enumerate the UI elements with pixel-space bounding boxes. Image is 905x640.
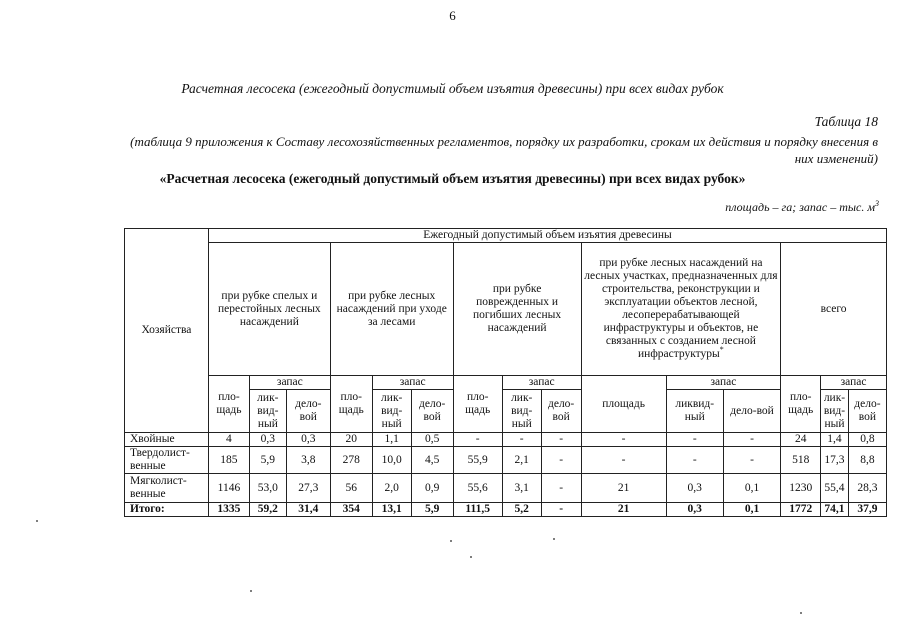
scan-speck [250, 590, 252, 592]
subcolumn-header: ликвид-ный [666, 390, 723, 433]
super-header: Ежегодный допустимый объем изъятия древесины [208, 229, 886, 243]
table-cell: 55,9 [453, 447, 502, 474]
subcolumn-header: пло-щадь [453, 376, 502, 433]
table-cell: - [581, 433, 666, 447]
subcolumn-header: дело-вой [411, 390, 453, 433]
subcolumn-header: дело-вой [541, 390, 581, 433]
scan-speck [36, 520, 38, 522]
table-cell: 17,3 [821, 447, 849, 474]
table-cell: 111,5 [453, 503, 502, 517]
table-cell: 1772 [781, 503, 821, 517]
subcolumn-header: лик-вид-ный [372, 390, 411, 433]
table-cell: 3,1 [502, 474, 541, 503]
scan-speck [553, 538, 555, 540]
table-cell: 20 [330, 433, 372, 447]
table-cell: 37,9 [848, 503, 886, 517]
running-header: Расчетная лесосека (ежегодный допустимый объем изъятия древесины) при всех видах рубок [181, 81, 724, 96]
table-cell: 0,1 [723, 503, 780, 517]
table-cell: 3,8 [286, 447, 330, 474]
table-row [125, 474, 887, 503]
table-cell: 24 [781, 433, 821, 447]
category-header-text: при рубке лесных насаждений на лесных участках, предназначенных для строительства, реконструкции и эксплуатации объектов лесной, лесоперерабатывающей инфраструктуры и объектов, не связанных с созданием лесной инфраструктуры [584, 257, 778, 360]
table-cell: - [502, 433, 541, 447]
table-cell: - [666, 433, 723, 447]
zapas-header: запас [502, 376, 581, 390]
subcolumn-header: пло-щадь [208, 376, 249, 433]
units-note-text: площадь – га; запас – тыс. м [725, 200, 875, 214]
table-cell: 21 [581, 503, 666, 517]
table-cell: 28,3 [848, 474, 886, 503]
zapas-header: запас [821, 376, 887, 390]
table-cell: 5,9 [249, 447, 286, 474]
subcolumn-header: пло-щадь [781, 376, 821, 433]
table-cell: - [453, 433, 502, 447]
table-cell: 1,4 [821, 433, 849, 447]
table-cell: - [541, 447, 581, 474]
table-cell: 1230 [781, 474, 821, 503]
table-row [125, 447, 887, 474]
table-cell: - [666, 447, 723, 474]
table-cell: 0,8 [848, 433, 886, 447]
table-cell: 56 [330, 474, 372, 503]
table-cell: - [723, 433, 780, 447]
table-cell: 185 [208, 447, 249, 474]
table-cell: 13,1 [372, 503, 411, 517]
category-header [581, 243, 781, 376]
table-cell: 0,9 [411, 474, 453, 503]
page-number: 6 [449, 8, 456, 23]
zapas-header: запас [666, 376, 781, 390]
table-cell: 278 [330, 447, 372, 474]
table-cell: 1146 [208, 474, 249, 503]
table-cell: 5,9 [411, 503, 453, 517]
units-note-superscript: 3 [875, 199, 879, 208]
row-label: Мягколист-венные [125, 474, 209, 503]
table-cell: 55,6 [453, 474, 502, 503]
table-cell: 4 [208, 433, 249, 447]
table-cell: 5,2 [502, 503, 541, 517]
table-cell: 27,3 [286, 474, 330, 503]
units-note [725, 199, 879, 215]
table-cell: - [723, 447, 780, 474]
footnote-mark: * [719, 345, 724, 355]
table-cell: 31,4 [286, 503, 330, 517]
table-cell: 1335 [208, 503, 249, 517]
subcolumn-header: дело-вой [848, 390, 886, 433]
table-cell: 0,3 [666, 474, 723, 503]
table-cell: 354 [330, 503, 372, 517]
table-cell: - [541, 433, 581, 447]
row-label: Твердолист-венные [125, 447, 209, 474]
scan-speck [450, 540, 452, 542]
total-row [125, 503, 887, 517]
table-cell: 59,2 [249, 503, 286, 517]
table-cell: 0,3 [286, 433, 330, 447]
allowable-cut-table [124, 228, 887, 517]
category-header: всего [781, 243, 887, 376]
table-row [125, 433, 887, 447]
zapas-header: запас [372, 376, 453, 390]
subcolumn-header: пло-щадь [330, 376, 372, 433]
table-cell: 2,1 [502, 447, 541, 474]
table-cell: 4,5 [411, 447, 453, 474]
table-title: «Расчетная лесосека (ежегодный допустимый объем изъятия древесины) при всех видах рубок» [159, 171, 746, 186]
row-header: Хозяйства [125, 229, 209, 433]
table-cell: 1,1 [372, 433, 411, 447]
table-cell: 10,0 [372, 447, 411, 474]
table-cell: 0,5 [411, 433, 453, 447]
table-cell: - [541, 474, 581, 503]
table-number: Таблица 18 [814, 114, 878, 129]
table-cell: 2,0 [372, 474, 411, 503]
table-cell: 21 [581, 474, 666, 503]
table-cell: 0,3 [666, 503, 723, 517]
subcolumn-header: лик-вид-ный [249, 390, 286, 433]
category-header: при рубке лесных насаждений при уходе за лесами [330, 243, 453, 376]
scan-speck [800, 612, 802, 614]
subcolumn-header: лик-вид-ный [821, 390, 849, 433]
subcolumn-header: дело-вой [723, 390, 780, 433]
zapas-header: запас [249, 376, 330, 390]
table-cell: 518 [781, 447, 821, 474]
subcolumn-header: дело-вой [286, 390, 330, 433]
scan-speck [470, 556, 472, 558]
reference-note: (таблица 9 приложения к Составу лесохозяйственных регламентов, порядку их разработки, срокам их действия и порядку внесения в них изменений) [130, 134, 878, 166]
subcolumn-header: лик-вид-ный [502, 390, 541, 433]
table-cell: - [541, 503, 581, 517]
table-cell: 55,4 [821, 474, 849, 503]
category-header: при рубке спелых и перестойных лесных насаждений [208, 243, 330, 376]
row-label: Итого: [125, 503, 209, 517]
table-cell: 8,8 [848, 447, 886, 474]
table-cell: 0,1 [723, 474, 780, 503]
table-cell: - [581, 447, 666, 474]
row-label: Хвойные [125, 433, 209, 447]
table-cell: 74,1 [821, 503, 849, 517]
table-cell: 53,0 [249, 474, 286, 503]
category-header: при рубке поврежденных и погибших лесных насаждений [453, 243, 581, 376]
subcolumn-header: площадь [581, 376, 666, 433]
table-cell: 0,3 [249, 433, 286, 447]
